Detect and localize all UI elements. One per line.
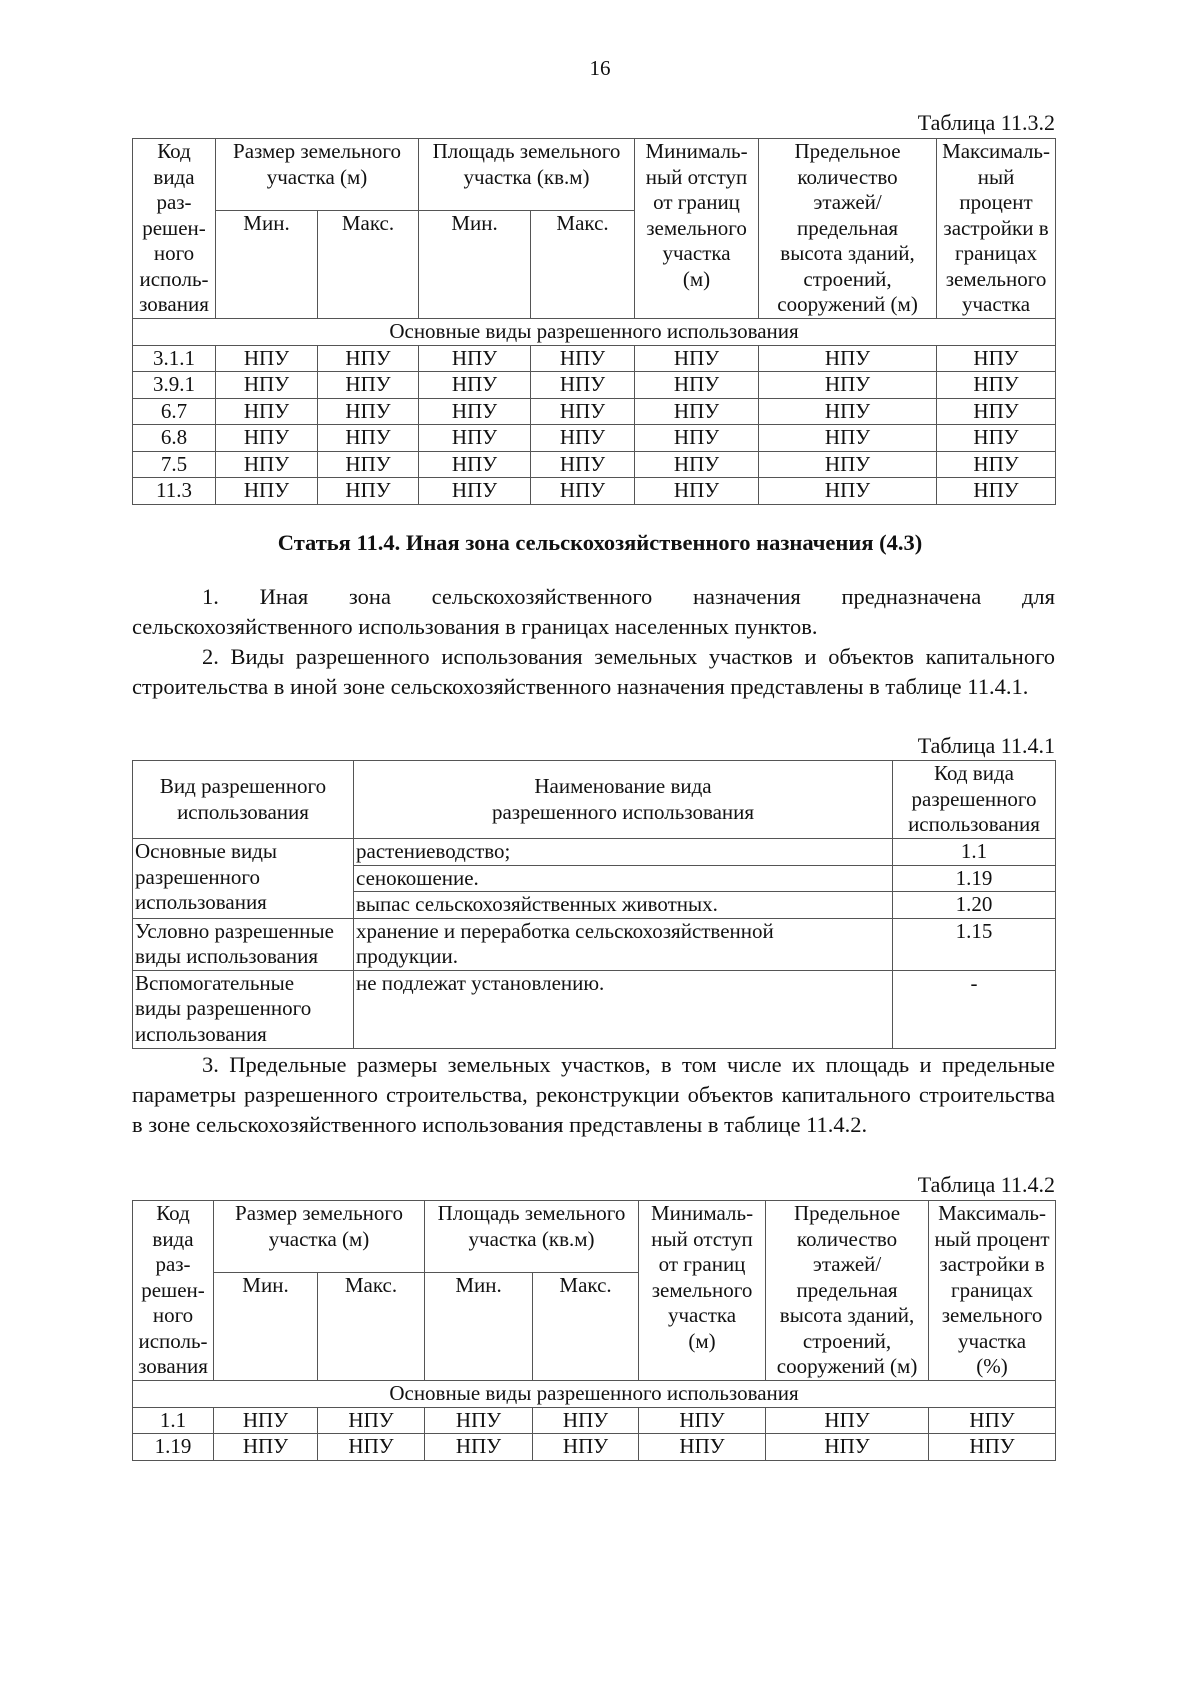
paragraph-2: 2. Виды разрешенного использования земельных участков и объектов капитального строительства в иной зоне сельскохозяйственного назначения представлены в таблице 11.4.1. [132, 644, 1055, 699]
use-code: - [893, 970, 1056, 1048]
value-cell: НПУ [214, 1434, 318, 1461]
value-cell: НПУ [318, 345, 419, 372]
table-11-4-2 [132, 1200, 1056, 1461]
value-cell: НПУ [419, 451, 531, 478]
value-cell: НПУ [216, 425, 318, 452]
value-cell: НПУ [759, 398, 937, 425]
header-cell: Вид разрешенного использования [133, 761, 354, 839]
header-code: Код вида раз- решен- ного исполь- зования [133, 1201, 214, 1381]
value-cell: НПУ [531, 425, 635, 452]
value-cell: НПУ [635, 425, 759, 452]
value-cell: НПУ [635, 372, 759, 399]
value-cell: НПУ [759, 345, 937, 372]
section-row: Основные виды разрешенного использования [133, 1381, 1056, 1408]
use-code: 1.20 [893, 892, 1056, 919]
header-indent: Минималь- ный отступ от границ земельного участка (м) [635, 139, 759, 319]
value-cell: НПУ [216, 372, 318, 399]
use-name: сенокошение. [354, 865, 893, 892]
value-cell: НПУ [216, 398, 318, 425]
table-row [133, 918, 1056, 970]
header-max: Макс. [318, 1273, 425, 1381]
value-cell: НПУ [425, 1434, 533, 1461]
value-cell: НПУ [318, 478, 419, 505]
table-row [133, 372, 1056, 399]
page-number: 16 [589, 56, 611, 80]
value-cell: НПУ [318, 398, 419, 425]
value-cell: НПУ [214, 1407, 318, 1434]
value-cell: НПУ [425, 1407, 533, 1434]
value-cell: НПУ [766, 1407, 929, 1434]
use-code: 1.15 [893, 918, 1056, 970]
code-cell: 3.9.1 [133, 372, 216, 399]
code-cell: 11.3 [133, 478, 216, 505]
value-cell: НПУ [639, 1407, 766, 1434]
value-cell: НПУ [635, 345, 759, 372]
header-floors: Предельное количество этажей/ предельная высота зданий, строений, сооружений (м) [759, 139, 937, 319]
value-cell: НПУ [419, 372, 531, 399]
value-cell: НПУ [937, 345, 1056, 372]
header-percent: Максималь- ный процент застройки в границах земельного участка (%) [929, 1201, 1056, 1381]
value-cell: НПУ [419, 425, 531, 452]
header-cell: Код вида разрешенного использования [893, 761, 1056, 839]
table-row [133, 451, 1056, 478]
article-title: Статья 11.4. Иная зона сельскохозяйственного назначения (4.3) [277, 530, 923, 555]
table-row [133, 1407, 1056, 1434]
code-cell: 6.8 [133, 425, 216, 452]
value-cell: НПУ [531, 478, 635, 505]
value-cell: НПУ [531, 372, 635, 399]
value-cell: НПУ [419, 345, 531, 372]
header-area: Площадь земельного участка (кв.м) [419, 139, 635, 211]
value-cell: НПУ [533, 1434, 639, 1461]
header-max: Макс. [533, 1273, 639, 1381]
table-11-3-2 [132, 138, 1056, 505]
table-11-4-1 [132, 760, 1056, 1049]
value-cell: НПУ [929, 1434, 1056, 1461]
code-cell: 7.5 [133, 451, 216, 478]
value-cell: НПУ [318, 1434, 425, 1461]
section-row: Основные виды разрешенного использования [133, 319, 1056, 346]
header-percent: Максималь- ный процент застройки в границах земельного участка [937, 139, 1056, 319]
table-row [133, 345, 1056, 372]
use-name: выпас сельскохозяйственных животных. [354, 892, 893, 919]
header-indent: Минималь- ный отступ от границ земельного участка (м) [639, 1201, 766, 1381]
table-row [133, 970, 1056, 1048]
header-cell: Наименование вида разрешенного использования [354, 761, 893, 839]
header-min: Мин. [214, 1273, 318, 1381]
value-cell: НПУ [531, 398, 635, 425]
code-cell: 3.1.1 [133, 345, 216, 372]
value-cell: НПУ [635, 478, 759, 505]
table-caption: Таблица 11.4.2 [917, 1172, 1055, 1197]
group-label: Основные виды разрешенного использования [133, 839, 354, 919]
value-cell: НПУ [937, 398, 1056, 425]
use-name: растениеводство; [354, 839, 893, 866]
value-cell: НПУ [419, 398, 531, 425]
value-cell: НПУ [216, 345, 318, 372]
value-cell: НПУ [216, 451, 318, 478]
table-row [133, 1434, 1056, 1461]
use-code: 1.1 [893, 839, 1056, 866]
value-cell: НПУ [937, 451, 1056, 478]
value-cell: НПУ [318, 425, 419, 452]
header-code: Код вида раз- решен- ного исполь- зования [133, 139, 216, 319]
value-cell: НПУ [759, 451, 937, 478]
header-max: Макс. [531, 211, 635, 319]
value-cell: НПУ [318, 451, 419, 478]
value-cell: НПУ [531, 451, 635, 478]
header-max: Макс. [318, 211, 419, 319]
header-floors: Предельное количество этажей/ предельная высота зданий, строений, сооружений (м) [766, 1201, 929, 1381]
table-row [133, 398, 1056, 425]
value-cell: НПУ [937, 478, 1056, 505]
value-cell: НПУ [216, 478, 318, 505]
table-row [133, 425, 1056, 452]
value-cell: НПУ [533, 1407, 639, 1434]
use-name: не подлежат установлению. [354, 970, 893, 1048]
group-label: Вспомогательные виды разрешенного использования [133, 970, 354, 1048]
value-cell: НПУ [635, 451, 759, 478]
value-cell: НПУ [531, 345, 635, 372]
header-min: Мин. [419, 211, 531, 319]
value-cell: НПУ [937, 425, 1056, 452]
value-cell: НПУ [766, 1434, 929, 1461]
group-label: Условно разрешенные виды использования [133, 918, 354, 970]
header-min: Мин. [216, 211, 318, 319]
value-cell: НПУ [929, 1407, 1056, 1434]
value-cell: НПУ [759, 478, 937, 505]
value-cell: НПУ [318, 1407, 425, 1434]
value-cell: НПУ [639, 1434, 766, 1461]
value-cell: НПУ [759, 425, 937, 452]
table-row [133, 839, 1056, 866]
table-caption: Таблица 11.4.1 [917, 733, 1055, 758]
header-area: Площадь земельного участка (кв.м) [425, 1201, 639, 1273]
value-cell: НПУ [419, 478, 531, 505]
header-size: Размер земельного участка (м) [216, 139, 419, 211]
header-min: Мин. [425, 1273, 533, 1381]
use-code: 1.19 [893, 865, 1056, 892]
value-cell: НПУ [759, 372, 937, 399]
code-cell: 1.1 [133, 1407, 214, 1434]
paragraph-3: 3. Предельные размеры земельных участков, в том числе их площадь и предельные параметры разрешенного строительства, реконструкции объектов капитального строительства в зоне сельскохозяйственного использования представлены в таблице 11.4.2. [132, 1052, 1055, 1137]
code-cell: 6.7 [133, 398, 216, 425]
value-cell: НПУ [318, 372, 419, 399]
table-caption: Таблица 11.3.2 [917, 110, 1055, 135]
value-cell: НПУ [635, 398, 759, 425]
header-size: Размер земельного участка (м) [214, 1201, 425, 1273]
value-cell: НПУ [937, 372, 1056, 399]
table-row [133, 478, 1056, 505]
paragraph-1: 1. Иная зона сельскохозяйственного назначения предназначена для сельскохозяйственного использования в границах населенных пунктов. [132, 584, 1055, 639]
code-cell: 1.19 [133, 1434, 214, 1461]
use-name: хранение и переработка сельскохозяйственной продукции. [354, 918, 893, 970]
